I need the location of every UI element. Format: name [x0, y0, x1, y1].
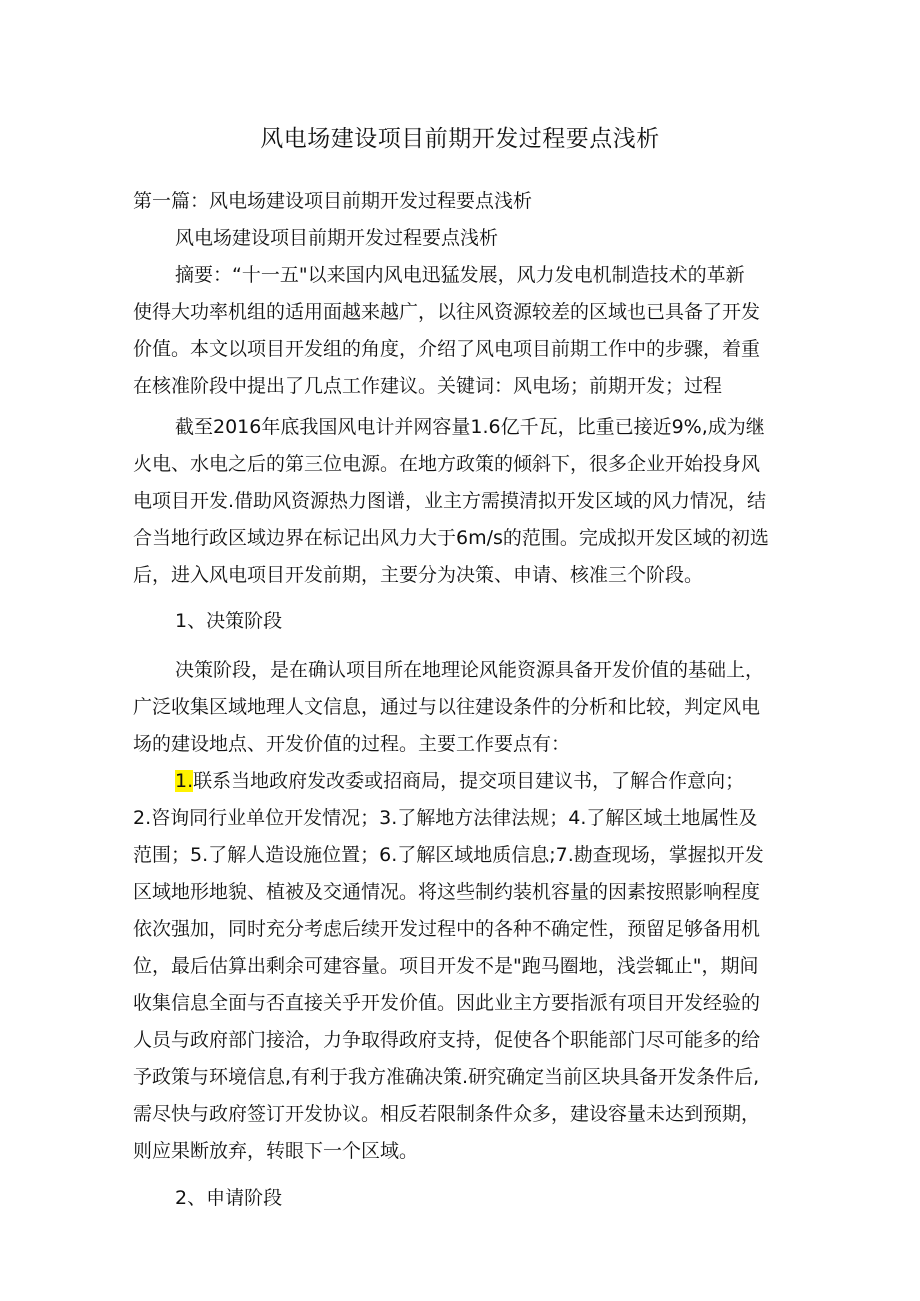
- item-line: 位，最后估算出剩余可建容量。项目开发不是"跑马圈地，浅尝辄止"，期间: [133, 955, 759, 977]
- abstract-line: 使得大功率机组的适用面越来越广，以往风资源较差的区域也已具备了开发: [133, 301, 761, 323]
- intro-line: 截至2016年底我国风电计并网容量1.6亿千瓦，比重已接近9%,成为继: [175, 416, 765, 438]
- section-heading: 2、申请阶段: [175, 1187, 283, 1209]
- section1-line: 场的建设地点、开发价值的过程。主要工作要点有：: [133, 733, 571, 755]
- intro-line: 电项目开发.借助风资源热力图谱，业主方需摸清拟开发区域的风力情况，结: [133, 490, 767, 512]
- abstract-line: 价值。本文以项目开发组的角度，介绍了风电项目前期工作中的步骤，着重: [133, 338, 761, 360]
- item-line: 2.咨询同行业单位开发情况；3.了解地方法律法规；4.了解区域土地属性及: [133, 807, 758, 829]
- abstract-line: 摘要：“十一五"以来国内风电迅猛发展，风力发电机制造技术的革新: [175, 264, 745, 286]
- item-line: 依次强加，同时充分考虑后续开发过程中的各种不确定性，预留足够备用机: [133, 918, 761, 940]
- subtitle: 风电场建设项目前期开发过程要点浅析: [175, 227, 499, 249]
- intro-line: 合当地行政区域边界在标记出风力大于6m∕s的范围。完成拟开发区域的初选: [133, 527, 769, 549]
- abstract-line: 在核准阶段中提出了几点工作建议。关键词：风电场；前期开发；过程: [133, 375, 723, 397]
- intro-line: 后，进入风电项目开发前期，主要分为决策、申请、核准三个阶段。: [133, 564, 704, 586]
- item-line: 范围；5.了解人造设施位置；6.了解区域地质信息;7.勘查现场，掌握拟开发: [133, 844, 764, 866]
- section1-line: 广泛收集区域地理人文信息，通过与以往建设条件的分析和比较，判定风电: [133, 696, 761, 718]
- item-line: 则应果断放弃，转眼下一个区域。: [133, 1140, 419, 1162]
- item-line: [175, 766, 744, 796]
- part-heading: 第一篇：风电场建设项目前期开发过程要点浅析: [133, 190, 533, 212]
- item-line: 人员与政府部门接洽，力争取得政府支持，促使各个职能部门尽可能多的给: [133, 1029, 761, 1051]
- highlighted-number: 1.: [175, 770, 194, 792]
- item-line: 予政策与环境信息,有利于我方准确决策.研究确定当前区块具备开发条件后,: [133, 1066, 760, 1088]
- intro-line: 火电、水电之后的第三位电源。在地方政策的倾斜下，很多企业开始投身风: [133, 453, 761, 475]
- item-text: 联系当地政府发改委或招商局，提交项目建议书，了解合作意向；: [193, 770, 745, 792]
- document-title: 风电场建设项目前期开发过程要点浅析: [260, 126, 660, 152]
- item-line: 区域地形地貌、植被及交通情况。将这些制约装机容量的因素按照影响程度: [133, 881, 761, 903]
- item-line: 收集信息全面与否直接关乎开发价值。因此业主方要指派有项目开发经验的: [133, 992, 761, 1014]
- section1-line: 决策阶段，是在确认项目所在地理论风能资源具备开发价值的基础上，: [175, 659, 765, 681]
- item-line: 需尽快与政府签订开发协议。相反若限制条件众多，建设容量未达到预期，: [133, 1103, 761, 1125]
- section-heading: 1、决策阶段: [175, 610, 283, 632]
